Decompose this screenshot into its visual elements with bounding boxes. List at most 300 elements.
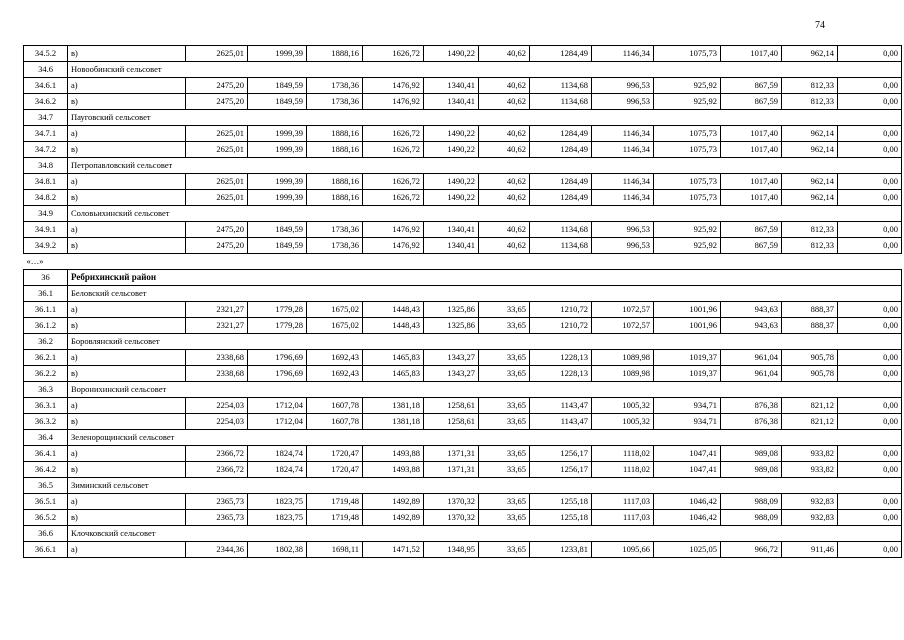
table-row (24, 174, 902, 190)
row-label: а) (68, 494, 186, 510)
row-code: 36.5.1 (24, 494, 68, 510)
section-code: 34.8 (24, 158, 68, 174)
value-cell: 1796,69 (248, 366, 307, 382)
value-cell: 1325,86 (424, 318, 479, 334)
value-cell: 1490,22 (424, 142, 479, 158)
value-cell: 33,65 (479, 366, 530, 382)
table-row (24, 510, 902, 526)
value-cell: 905,78 (782, 350, 838, 366)
value-cell: 1146,34 (592, 190, 654, 206)
value-cell: 33,65 (479, 446, 530, 462)
value-cell: 1017,40 (721, 126, 782, 142)
value-cell: 1490,22 (424, 174, 479, 190)
section-title: Зиминский сельсовет (68, 478, 902, 494)
table-row (24, 46, 902, 62)
value-cell: 1490,22 (424, 46, 479, 62)
value-cell: 1146,34 (592, 46, 654, 62)
value-cell: 988,09 (721, 510, 782, 526)
value-cell: 925,92 (654, 94, 721, 110)
value-cell: 1779,28 (248, 302, 307, 318)
row-code: 36.1.2 (24, 318, 68, 334)
row-code: 36.5.2 (24, 510, 68, 526)
page-number: 74 (815, 20, 825, 31)
value-cell: 1465,83 (363, 350, 424, 366)
row-code: 34.5.2 (24, 46, 68, 62)
value-cell: 40,62 (479, 174, 530, 190)
value-cell: 1738,36 (307, 78, 363, 94)
value-cell: 1258,61 (424, 398, 479, 414)
value-cell: 812,33 (782, 222, 838, 238)
value-cell: 1284,49 (530, 126, 592, 142)
section-code: 34.7 (24, 110, 68, 126)
value-cell: 1256,17 (530, 446, 592, 462)
value-cell: 1738,36 (307, 94, 363, 110)
value-cell: 1017,40 (721, 142, 782, 158)
row-code: 34.7.2 (24, 142, 68, 158)
value-cell: 1255,18 (530, 510, 592, 526)
value-cell: 0,00 (838, 238, 902, 254)
section-row (24, 110, 902, 126)
value-cell: 0,00 (838, 366, 902, 382)
value-cell: 1017,40 (721, 190, 782, 206)
value-cell: 2625,01 (186, 142, 248, 158)
row-code: 34.9.2 (24, 238, 68, 254)
value-cell: 888,37 (782, 302, 838, 318)
value-cell: 925,92 (654, 238, 721, 254)
value-cell: 867,59 (721, 222, 782, 238)
value-cell: 2625,01 (186, 174, 248, 190)
row-label: в) (68, 414, 186, 430)
row-label: в) (68, 142, 186, 158)
value-cell: 0,00 (838, 190, 902, 206)
value-cell: 867,59 (721, 238, 782, 254)
value-cell: 932,83 (782, 510, 838, 526)
row-label: в) (68, 238, 186, 254)
value-cell: 1492,89 (363, 510, 424, 526)
value-cell: 1712,04 (248, 414, 307, 430)
value-cell: 2475,20 (186, 222, 248, 238)
section-row (24, 286, 902, 302)
value-cell: 1607,78 (307, 398, 363, 414)
table-body (24, 46, 902, 558)
value-cell: 1134,68 (530, 222, 592, 238)
value-cell: 40,62 (479, 142, 530, 158)
value-cell: 2321,27 (186, 302, 248, 318)
value-cell: 1888,16 (307, 142, 363, 158)
section-title: Пауговский сельсовет (68, 110, 902, 126)
value-cell: 1823,75 (248, 494, 307, 510)
section-title: Клочковский сельсовет (68, 526, 902, 542)
value-cell: 40,62 (479, 94, 530, 110)
value-cell: 1698,11 (307, 542, 363, 558)
table-row (24, 94, 902, 110)
value-cell: 996,53 (592, 78, 654, 94)
value-cell: 1607,78 (307, 414, 363, 430)
value-cell: 1490,22 (424, 190, 479, 206)
ellipsis-row (24, 254, 902, 270)
value-cell: 0,00 (838, 78, 902, 94)
value-cell: 812,33 (782, 78, 838, 94)
value-cell: 1284,49 (530, 142, 592, 158)
value-cell: 888,37 (782, 318, 838, 334)
value-cell: 1117,03 (592, 510, 654, 526)
value-cell: 33,65 (479, 398, 530, 414)
value-cell: 821,12 (782, 398, 838, 414)
value-cell: 1284,49 (530, 174, 592, 190)
value-cell: 1381,18 (363, 414, 424, 430)
value-cell: 1134,68 (530, 78, 592, 94)
value-cell: 1371,31 (424, 462, 479, 478)
value-cell: 962,14 (782, 126, 838, 142)
value-cell: 1340,41 (424, 78, 479, 94)
value-cell: 1626,72 (363, 126, 424, 142)
value-cell: 2475,20 (186, 78, 248, 94)
value-cell: 40,62 (479, 238, 530, 254)
value-cell: 1849,59 (248, 94, 307, 110)
value-cell: 1999,39 (248, 190, 307, 206)
section-code: 36.2 (24, 334, 68, 350)
district-row (24, 270, 902, 286)
value-cell: 1047,41 (654, 462, 721, 478)
value-cell: 989,08 (721, 462, 782, 478)
district-title: Ребрихинский район (68, 270, 902, 286)
value-cell: 933,82 (782, 462, 838, 478)
row-label: в) (68, 462, 186, 478)
value-cell: 1796,69 (248, 350, 307, 366)
section-row (24, 206, 902, 222)
value-cell: 1471,52 (363, 542, 424, 558)
value-cell: 812,33 (782, 238, 838, 254)
value-cell: 1370,32 (424, 494, 479, 510)
value-cell: 33,65 (479, 318, 530, 334)
value-cell: 2254,03 (186, 414, 248, 430)
value-cell: 925,92 (654, 222, 721, 238)
row-label: а) (68, 350, 186, 366)
value-cell: 2338,68 (186, 366, 248, 382)
row-code: 34.9.1 (24, 222, 68, 238)
value-cell: 1255,18 (530, 494, 592, 510)
table-row (24, 126, 902, 142)
value-cell: 943,63 (721, 318, 782, 334)
row-label: в) (68, 318, 186, 334)
value-cell: 33,65 (479, 542, 530, 558)
value-cell: 2344,36 (186, 542, 248, 558)
value-cell: 1001,96 (654, 302, 721, 318)
value-cell: 996,53 (592, 94, 654, 110)
value-cell: 1370,32 (424, 510, 479, 526)
value-cell: 962,14 (782, 190, 838, 206)
value-cell: 1493,88 (363, 446, 424, 462)
value-cell: 40,62 (479, 46, 530, 62)
value-cell: 0,00 (838, 494, 902, 510)
value-cell: 1019,37 (654, 350, 721, 366)
section-title: Соловьихинский сельсовет (68, 206, 902, 222)
section-code: 36.3 (24, 382, 68, 398)
value-cell: 1233,81 (530, 542, 592, 558)
value-cell: 0,00 (838, 398, 902, 414)
value-cell: 0,00 (838, 414, 902, 430)
value-cell: 1143,47 (530, 398, 592, 414)
value-cell: 934,71 (654, 414, 721, 430)
table-row (24, 78, 902, 94)
value-cell: 996,53 (592, 238, 654, 254)
value-cell: 2254,03 (186, 398, 248, 414)
value-cell: 1228,13 (530, 366, 592, 382)
value-cell: 1888,16 (307, 46, 363, 62)
value-cell: 934,71 (654, 398, 721, 414)
row-label: а) (68, 78, 186, 94)
value-cell: 0,00 (838, 542, 902, 558)
row-label: в) (68, 366, 186, 382)
row-code: 34.6.2 (24, 94, 68, 110)
value-cell: 1720,47 (307, 446, 363, 462)
section-row (24, 526, 902, 542)
value-cell: 1448,43 (363, 318, 424, 334)
value-cell: 2366,72 (186, 462, 248, 478)
value-cell: 1284,49 (530, 46, 592, 62)
row-code: 36.4.2 (24, 462, 68, 478)
value-cell: 1017,40 (721, 46, 782, 62)
value-cell: 1626,72 (363, 46, 424, 62)
value-cell: 925,92 (654, 78, 721, 94)
value-cell: 1134,68 (530, 94, 592, 110)
row-label: в) (68, 190, 186, 206)
value-cell: 961,04 (721, 350, 782, 366)
value-cell: 1692,43 (307, 350, 363, 366)
section-code: 36.6 (24, 526, 68, 542)
row-code: 34.7.1 (24, 126, 68, 142)
value-cell: 40,62 (479, 222, 530, 238)
value-cell: 1075,73 (654, 126, 721, 142)
value-cell: 1738,36 (307, 238, 363, 254)
row-code: 36.2.2 (24, 366, 68, 382)
value-cell: 1465,83 (363, 366, 424, 382)
value-cell: 1779,28 (248, 318, 307, 334)
value-cell: 2365,73 (186, 510, 248, 526)
table-row (24, 542, 902, 558)
value-cell: 962,14 (782, 174, 838, 190)
value-cell: 1626,72 (363, 174, 424, 190)
table-row (24, 142, 902, 158)
value-cell: 1340,41 (424, 238, 479, 254)
value-cell: 33,65 (479, 350, 530, 366)
row-label: а) (68, 222, 186, 238)
table-row (24, 222, 902, 238)
value-cell: 1146,34 (592, 174, 654, 190)
value-cell: 821,12 (782, 414, 838, 430)
value-cell: 1075,73 (654, 46, 721, 62)
value-cell: 1117,03 (592, 494, 654, 510)
value-cell: 1888,16 (307, 126, 363, 142)
value-cell: 1448,43 (363, 302, 424, 318)
table-row (24, 366, 902, 382)
value-cell: 1675,02 (307, 318, 363, 334)
value-cell: 876,38 (721, 398, 782, 414)
row-label: в) (68, 510, 186, 526)
value-cell: 1719,48 (307, 494, 363, 510)
ellipsis-marker: «…» (24, 254, 902, 270)
table-row (24, 238, 902, 254)
row-code: 34.8.2 (24, 190, 68, 206)
section-code: 36.5 (24, 478, 68, 494)
value-cell: 1072,57 (592, 302, 654, 318)
value-cell: 1134,68 (530, 238, 592, 254)
value-cell: 905,78 (782, 366, 838, 382)
value-cell: 1019,37 (654, 366, 721, 382)
section-code: 36 (24, 270, 68, 286)
table-row (24, 318, 902, 334)
value-cell: 1118,02 (592, 446, 654, 462)
value-cell: 932,83 (782, 494, 838, 510)
value-cell: 1017,40 (721, 174, 782, 190)
row-label: а) (68, 398, 186, 414)
value-cell: 0,00 (838, 350, 902, 366)
table-row (24, 414, 902, 430)
value-cell: 1888,16 (307, 190, 363, 206)
value-cell: 1692,43 (307, 366, 363, 382)
value-cell: 1118,02 (592, 462, 654, 478)
value-cell: 2475,20 (186, 94, 248, 110)
value-cell: 1025,05 (654, 542, 721, 558)
value-cell: 996,53 (592, 222, 654, 238)
table-row (24, 494, 902, 510)
row-label: а) (68, 174, 186, 190)
value-cell: 867,59 (721, 78, 782, 94)
value-cell: 1284,49 (530, 190, 592, 206)
row-code: 36.3.2 (24, 414, 68, 430)
value-cell: 1381,18 (363, 398, 424, 414)
value-cell: 1712,04 (248, 398, 307, 414)
value-cell: 1348,95 (424, 542, 479, 558)
section-title: Воронихинский сельсовет (68, 382, 902, 398)
value-cell: 1476,92 (363, 222, 424, 238)
value-cell: 1258,61 (424, 414, 479, 430)
value-cell: 1999,39 (248, 46, 307, 62)
value-cell: 1490,22 (424, 126, 479, 142)
value-cell: 40,62 (479, 78, 530, 94)
value-cell: 1626,72 (363, 190, 424, 206)
value-cell: 1001,96 (654, 318, 721, 334)
value-cell: 2338,68 (186, 350, 248, 366)
table-row (24, 398, 902, 414)
tariff-table (23, 45, 902, 558)
section-title: Беловский сельсовет (68, 286, 902, 302)
value-cell: 1075,73 (654, 190, 721, 206)
value-cell: 812,33 (782, 94, 838, 110)
value-cell: 2475,20 (186, 238, 248, 254)
value-cell: 1210,72 (530, 302, 592, 318)
section-code: 36.4 (24, 430, 68, 446)
value-cell: 1075,73 (654, 142, 721, 158)
value-cell: 0,00 (838, 510, 902, 526)
value-cell: 1340,41 (424, 94, 479, 110)
value-cell: 0,00 (838, 222, 902, 238)
value-cell: 1824,74 (248, 462, 307, 478)
value-cell: 2625,01 (186, 46, 248, 62)
section-title: Новообинский сельсовет (68, 62, 902, 78)
value-cell: 1999,39 (248, 126, 307, 142)
value-cell: 1675,02 (307, 302, 363, 318)
value-cell: 1089,98 (592, 350, 654, 366)
value-cell: 0,00 (838, 174, 902, 190)
table-row (24, 302, 902, 318)
value-cell: 0,00 (838, 142, 902, 158)
value-cell: 1146,34 (592, 126, 654, 142)
value-cell: 1343,27 (424, 366, 479, 382)
value-cell: 1089,98 (592, 366, 654, 382)
value-cell: 2365,73 (186, 494, 248, 510)
section-code: 34.9 (24, 206, 68, 222)
section-code: 34.6 (24, 62, 68, 78)
section-row (24, 158, 902, 174)
value-cell: 1340,41 (424, 222, 479, 238)
value-cell: 911,46 (782, 542, 838, 558)
value-cell: 876,38 (721, 414, 782, 430)
value-cell: 943,63 (721, 302, 782, 318)
value-cell: 1720,47 (307, 462, 363, 478)
table-row (24, 446, 902, 462)
value-cell: 1210,72 (530, 318, 592, 334)
table-row (24, 462, 902, 478)
value-cell: 1256,17 (530, 462, 592, 478)
row-label: а) (68, 126, 186, 142)
table-row (24, 350, 902, 366)
value-cell: 1046,42 (654, 510, 721, 526)
value-cell: 1146,34 (592, 142, 654, 158)
section-row (24, 62, 902, 78)
row-code: 36.2.1 (24, 350, 68, 366)
value-cell: 966,72 (721, 542, 782, 558)
value-cell: 0,00 (838, 462, 902, 478)
value-cell: 1047,41 (654, 446, 721, 462)
value-cell: 867,59 (721, 94, 782, 110)
value-cell: 961,04 (721, 366, 782, 382)
value-cell: 1999,39 (248, 174, 307, 190)
row-code: 36.1.1 (24, 302, 68, 318)
value-cell: 1802,38 (248, 542, 307, 558)
value-cell: 1095,66 (592, 542, 654, 558)
value-cell: 33,65 (479, 414, 530, 430)
value-cell: 1476,92 (363, 238, 424, 254)
value-cell: 1072,57 (592, 318, 654, 334)
value-cell: 989,08 (721, 446, 782, 462)
row-code: 34.8.1 (24, 174, 68, 190)
value-cell: 0,00 (838, 302, 902, 318)
value-cell: 1492,89 (363, 494, 424, 510)
value-cell: 1005,32 (592, 414, 654, 430)
section-row (24, 478, 902, 494)
value-cell: 962,14 (782, 46, 838, 62)
value-cell: 1824,74 (248, 446, 307, 462)
value-cell: 33,65 (479, 462, 530, 478)
row-code: 34.6.1 (24, 78, 68, 94)
value-cell: 40,62 (479, 126, 530, 142)
value-cell: 0,00 (838, 126, 902, 142)
value-cell: 988,09 (721, 494, 782, 510)
value-cell: 1075,73 (654, 174, 721, 190)
value-cell: 1343,27 (424, 350, 479, 366)
value-cell: 1626,72 (363, 142, 424, 158)
value-cell: 1849,59 (248, 78, 307, 94)
section-row (24, 430, 902, 446)
section-title: Петропавловский сельсовет (68, 158, 902, 174)
value-cell: 1325,86 (424, 302, 479, 318)
value-cell: 0,00 (838, 94, 902, 110)
row-code: 36.3.1 (24, 398, 68, 414)
value-cell: 2625,01 (186, 126, 248, 142)
value-cell: 2366,72 (186, 446, 248, 462)
value-cell: 1493,88 (363, 462, 424, 478)
